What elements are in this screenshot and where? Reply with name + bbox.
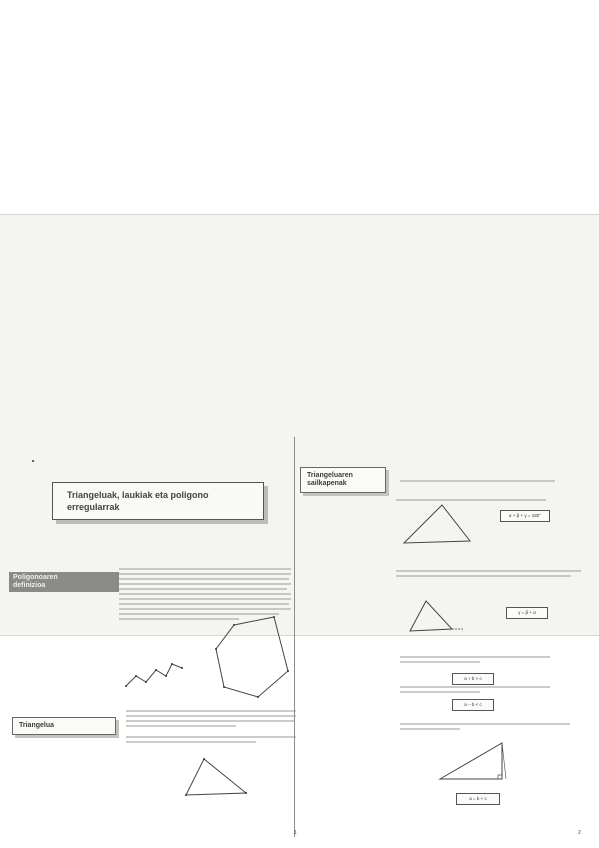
scanned-spread: [0, 214, 599, 836]
section-heading-poligono-line-1: Poligonoaren: [13, 574, 58, 581]
section-heading-poligono: [9, 572, 119, 592]
right-triangle-figure: [436, 737, 526, 787]
body-text-lines-4: [396, 569, 586, 581]
formula-box-2: γ = β + α: [506, 607, 548, 619]
page-mark: [32, 460, 34, 462]
body-text-triangelua: [126, 709, 296, 754]
page-number-left: 1: [294, 830, 297, 836]
body-text-lines-5: [400, 655, 550, 667]
triangle-figure-1: [400, 501, 480, 551]
body-text-lines-6: [400, 685, 550, 697]
open-polyline-figure: [122, 652, 197, 692]
formula-box-1: α + β + γ = 180°: [500, 510, 550, 522]
body-text-lines-7: [400, 722, 570, 734]
closed-polygon-figure: [212, 613, 292, 703]
chapter-title: [52, 482, 264, 520]
page-number-right: 2: [578, 830, 581, 836]
formula-box-3: a + b > c: [452, 673, 494, 685]
section-heading-sailkapena-line-1: Triangeluaren: [307, 472, 353, 479]
formula-box-4: a − b < c: [452, 699, 494, 711]
section-heading-sailkapena: [300, 467, 386, 493]
body-text-lines-2: [126, 709, 296, 754]
triangle-figure-left: [182, 755, 252, 801]
body-text-lines-3: [400, 479, 560, 485]
chapter-title-line-2: erregularrak: [67, 502, 120, 512]
triangle-figure-2: [406, 597, 466, 637]
section-heading-sailkapena-line-2: sailkapenak: [307, 480, 347, 487]
chapter-title-line-1: Triangeluak, laukiak eta poligono: [67, 490, 209, 500]
section-heading-poligono-line-2: definizioa: [13, 582, 46, 589]
formula-box-5: a = b + c: [456, 793, 500, 805]
right-page: [296, 437, 594, 837]
left-page: [4, 437, 295, 837]
section-heading-triangelua: Triangelua: [12, 717, 116, 735]
